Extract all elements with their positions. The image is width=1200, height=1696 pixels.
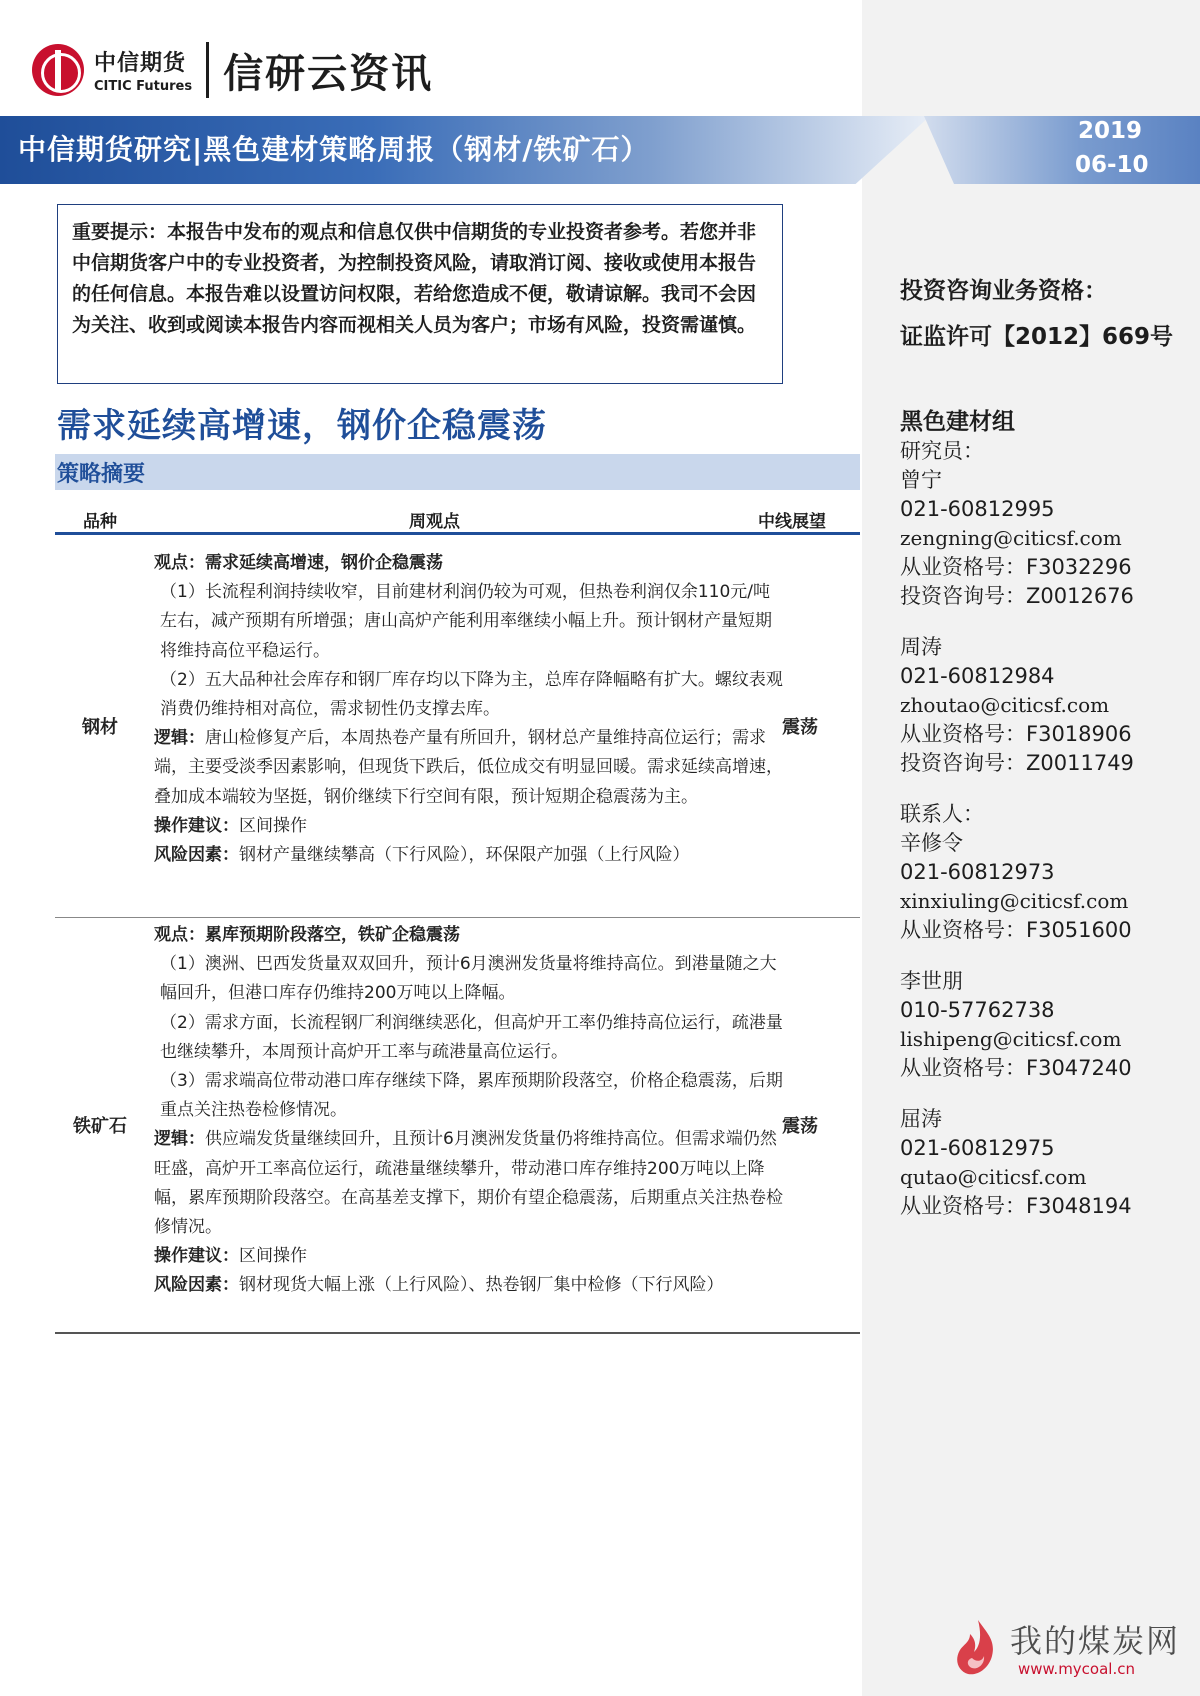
contact-email[interactable]: xinxiuling@citicsf.com <box>900 889 1129 913</box>
researcher-email[interactable]: zengning@citicsf.com <box>900 526 1122 550</box>
researcher-phone: 021-60812984 <box>900 664 1055 688</box>
qualification <box>900 268 1173 360</box>
citic-logo-icon <box>32 44 84 96</box>
point-2: （2）需求方面，长流程钢厂利润继续恶化，但高炉开工率仍维持高位运行，疏港量也继续攀升，本周预计高炉开工率与疏港量高位运行。 <box>160 1012 783 1062</box>
table-row <box>55 918 860 1334</box>
logo-divider <box>206 42 209 98</box>
watermark-name: 我的煤炭网 <box>1010 1622 1181 1660</box>
researcher-advise: 投资咨询号：Z0012676 <box>900 584 1134 608</box>
col-product: 品种 <box>83 512 117 532</box>
disclaimer-box: 重要提示：本报告中发布的观点和信息仅供中信期货的专业投资者参考。若您并非中信期货客户中的专业投资者，为控制投资风险，请取消订阅、接收或使用本报告的任何信息。本报告难以设置访问权限，若给您造成不便，敬请谅解。我司不会因为关注、收到或阅读本报告内容而视相关人员为客户；市场有风险，投资需谨慎。 <box>57 204 783 384</box>
brand-title: 信研云资讯 <box>223 50 434 97</box>
contact-cert: 从业资格号：F3047240 <box>900 1056 1132 1080</box>
row-outlook: 震荡 <box>782 717 818 738</box>
contact-phone: 010-57762738 <box>900 998 1055 1022</box>
op-line: 操作建议：区间操作 <box>154 1246 307 1267</box>
researcher-name: 周涛 <box>900 635 942 659</box>
contact-name: 李世朋 <box>900 969 963 993</box>
col-weekly-view: 周观点 <box>409 512 460 532</box>
researcher-cert: 从业资格号：F3032296 <box>900 555 1132 579</box>
report-year: 2019 <box>1078 118 1143 144</box>
research-team <box>900 408 1134 1221</box>
contact-name: 辛修令 <box>900 831 963 855</box>
row-content <box>154 549 784 870</box>
contact-cert: 从业资格号：F3048194 <box>900 1194 1132 1218</box>
table-header <box>55 502 860 535</box>
contact-name: 屈涛 <box>900 1107 942 1131</box>
report-title: 中信期货研究|黑色建材策略周报（钢材/铁矿石） <box>18 133 650 166</box>
header-logo <box>32 40 433 100</box>
watermark <box>952 1616 1192 1686</box>
row-product: 钢材 <box>82 717 118 738</box>
point-3: （3）需求端高位带动港口库存继续下降，累库预期阶段落空，价格企稳震荡，后期重点关注热卷检修情况。 <box>160 1071 783 1121</box>
researcher-advise: 投资咨询号：Z0011749 <box>900 751 1134 775</box>
group-name: 黑色建材组 <box>900 409 1015 435</box>
view-line: 观点：累库预期阶段落空，铁矿企稳震荡 <box>154 925 460 945</box>
researcher-cert: 从业资格号：F3018906 <box>900 722 1132 746</box>
contact-label: 联系人： <box>900 802 984 826</box>
contact-email[interactable]: lishipeng@citicsf.com <box>900 1027 1122 1051</box>
contact-cert: 从业资格号：F3051600 <box>900 918 1132 942</box>
contact-phone: 021-60812975 <box>900 1136 1055 1160</box>
point-1: （1）长流程利润持续收窄，目前建材利润仍较为可观，但热卷利润仅余110元/吨左右，减产预期有所增强；唐山高炉产能利用率继续小幅上升。预计钢材产量短期将维持高位平稳运行。 <box>160 582 772 661</box>
table-row <box>55 540 860 918</box>
view-line: 观点：需求延续高增速，钢价企稳震荡 <box>154 553 443 573</box>
point-1: （1）澳洲、巴西发货量双双回升，预计6月澳洲发货量将维持高位。到港量随之大幅回升，但港口库存仍维持200万吨以上降幅。 <box>160 954 777 1004</box>
row-product: 铁矿石 <box>73 1116 127 1137</box>
section-title: 策略摘要 <box>55 454 860 490</box>
row-content <box>154 921 784 1301</box>
watermark-url: www.mycoal.cn <box>1018 1660 1135 1678</box>
risk-line: 风险因素：钢材产量继续攀高（下行风险），环保限产加强（上行风险） <box>154 845 690 866</box>
logic-line: 逻辑：唐山检修复产后，本周热卷产量有所回升，钢材总产量维持高位运行；需求端，主要受淡季因素影响，但现货下跌后，低位成交有明显回暖。需求延续高增速，叠加成本端较为坚挺，钢价继续下行空间有限，预计短期企稳震荡为主。 <box>154 728 783 807</box>
researcher-phone: 021-60812995 <box>900 497 1055 521</box>
researcher-name: 曾宁 <box>900 468 942 492</box>
op-line: 操作建议：区间操作 <box>154 815 307 836</box>
report-date: 06-10 <box>1075 152 1149 178</box>
logo-en: CITIC Futures <box>94 79 193 94</box>
researcher-email[interactable]: zhoutao@citicsf.com <box>900 693 1110 717</box>
logo-cn: 中信期货 <box>94 51 187 76</box>
point-2: （2）五大品种社会库存和钢厂库存均以下降为主，总库存降幅略有扩大。螺纹表观消费仍维持相对高位，需求韧性仍支撑去库。 <box>160 669 783 720</box>
qual-number: 证监许可【2012】669号 <box>900 324 1174 350</box>
qual-title: 投资咨询业务资格： <box>900 278 1107 304</box>
researcher-label: 研究员： <box>900 439 984 463</box>
contact-phone: 021-60812973 <box>900 860 1055 884</box>
page-headline: 需求延续高增速，钢价企稳震荡 <box>57 406 547 446</box>
row-outlook: 震荡 <box>782 1116 818 1137</box>
risk-line: 风险因素：钢材现货大幅上涨（上行风险）、热卷钢厂集中检修（下行风险） <box>154 1275 724 1296</box>
logic-line: 逻辑：供应端发货量继续回升，且预计6月澳洲发货量仍将维持高位。但需求端仍然旺盛，高炉开工率高位运行，疏港量继续攀升，带动港口库存维持200万吨以上降幅，累库预期阶段落空。在高基差支撑下，期价有望企稳震荡，后期重点关注热卷检修情况。 <box>154 1129 783 1238</box>
flame-icon <box>952 1618 1000 1678</box>
col-outlook: 中线展望 <box>758 512 826 532</box>
contact-email[interactable]: qutao@citicsf.com <box>900 1165 1087 1189</box>
